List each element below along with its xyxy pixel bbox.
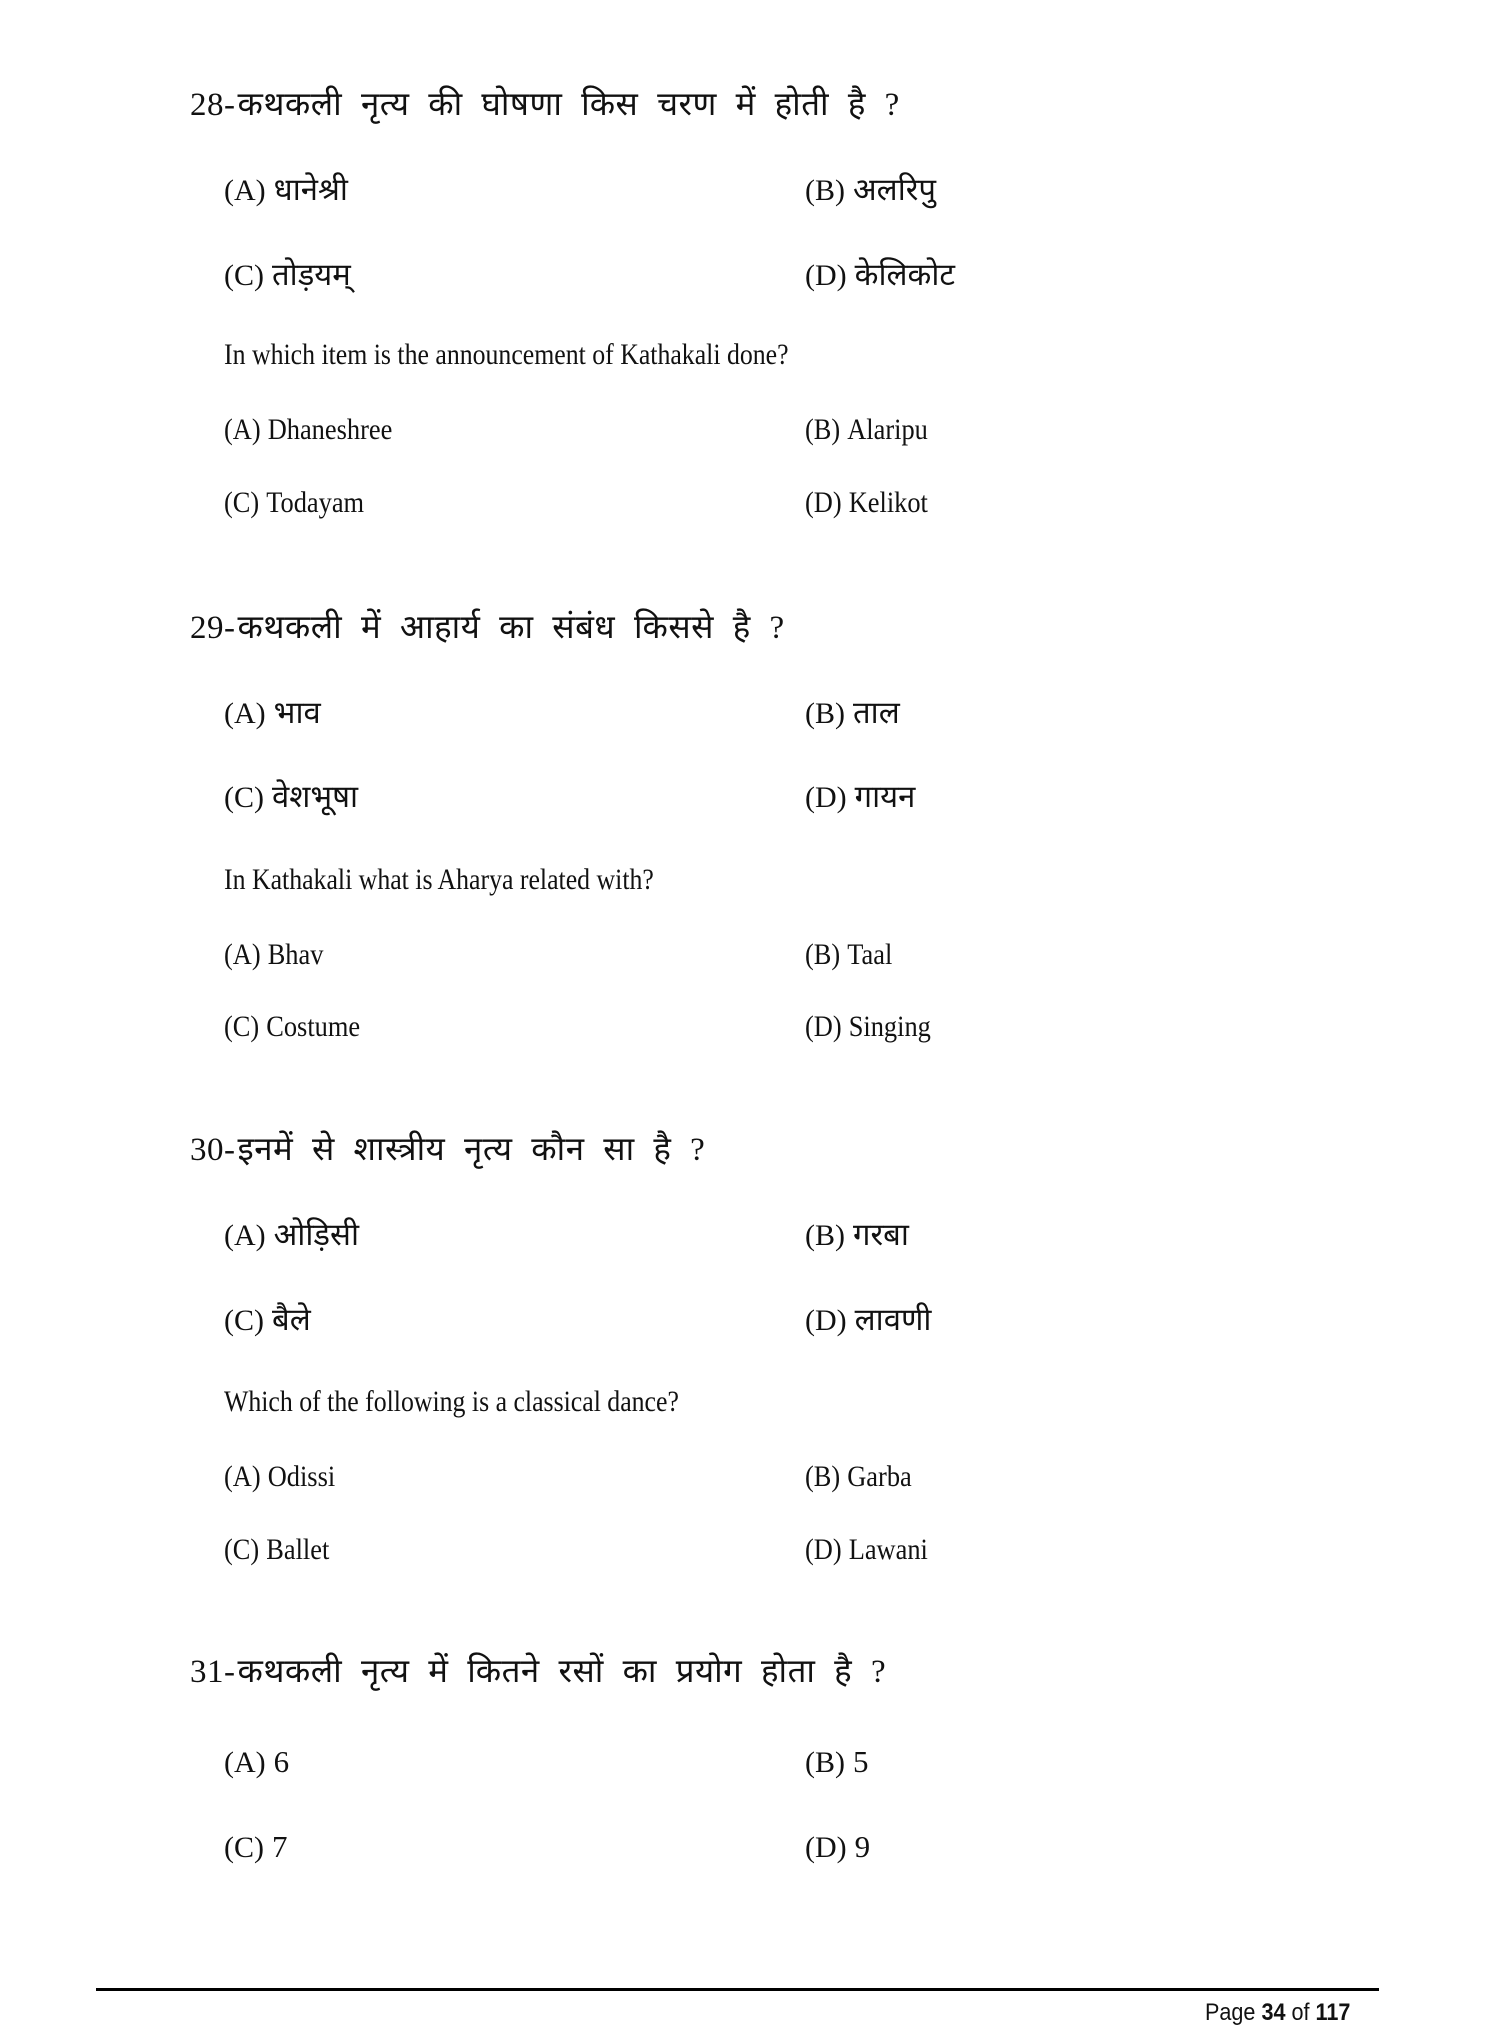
footer-divider (96, 1988, 1379, 1991)
question-28-english: In which item is the announcement of Kathakali done? (224, 338, 789, 371)
option-b (805, 936, 892, 974)
option-b (805, 1743, 869, 1782)
option-letter: (C) (224, 1010, 260, 1043)
option-letter: (C) (224, 1304, 264, 1337)
option-a (224, 171, 348, 210)
option-c (224, 256, 351, 295)
option-letter: (C) (224, 1533, 260, 1566)
option-letter: (B) (805, 174, 845, 207)
option-letter: (B) (805, 938, 841, 971)
option-letter: (C) (224, 486, 260, 519)
option-c (224, 1008, 360, 1046)
option-text: गायन (854, 779, 916, 814)
option-text: ताल (853, 695, 900, 730)
option-text: बैले (272, 1302, 311, 1337)
question-29-hindi (190, 608, 785, 648)
question-31-hindi (190, 1652, 886, 1692)
option-text: गरबा (853, 1217, 909, 1252)
option-d (805, 1828, 870, 1867)
option-c (224, 1828, 288, 1867)
option-c (224, 484, 364, 522)
option-a (224, 1743, 289, 1782)
option-text: Costume (266, 1010, 361, 1043)
question-text: इनमें से शास्त्रीय नृत्य कौन सा है ? (237, 1132, 706, 1168)
option-text: Todayam (266, 486, 365, 519)
page-number (1205, 1998, 1350, 2028)
option-letter: (C) (224, 259, 264, 292)
option-letter: (D) (805, 781, 847, 814)
option-c (224, 1531, 329, 1569)
option-letter: (A) (224, 1219, 266, 1252)
option-letter: (A) (224, 174, 266, 207)
option-text: लावणी (854, 1302, 932, 1337)
question-number: 30- (190, 1132, 236, 1168)
page-current: 34 (1261, 1999, 1286, 2026)
option-c (224, 1301, 311, 1340)
option-text: भाव (273, 695, 321, 730)
option-letter: (A) (224, 1746, 266, 1779)
page-total: 117 (1315, 1999, 1351, 2026)
question-29-english: In Kathakali what is Aharya related with? (224, 863, 654, 896)
option-d (805, 1531, 928, 1569)
option-text: Dhaneshree (267, 413, 393, 446)
option-text: वेशभूषा (272, 779, 359, 814)
option-text: धानेश्री (273, 172, 348, 207)
option-b (805, 171, 936, 210)
option-a (224, 411, 392, 449)
option-letter: (A) (224, 938, 261, 971)
option-text: अलरिपु (853, 172, 937, 207)
option-text: Garba (847, 1460, 912, 1493)
option-text: Kelikot (848, 486, 928, 519)
page-label: Page (1205, 1999, 1256, 2026)
option-letter: (B) (805, 1219, 845, 1252)
option-text: केलिकोट (854, 257, 955, 292)
option-letter: (B) (805, 1460, 841, 1493)
option-text: Taal (847, 938, 893, 971)
option-letter: (D) (805, 1304, 847, 1337)
option-letter: (A) (224, 413, 261, 446)
option-text: 5 (853, 1744, 869, 1779)
question-28-hindi (190, 85, 900, 125)
option-letter: (B) (805, 413, 841, 446)
option-text: तोड़यम् (272, 257, 351, 292)
option-letter: (A) (224, 697, 266, 730)
option-a (224, 1216, 359, 1255)
option-a (224, 1458, 335, 1496)
option-letter: (D) (805, 1533, 842, 1566)
option-a (224, 694, 321, 733)
option-text: 7 (272, 1829, 288, 1864)
option-text: Lawani (848, 1533, 928, 1566)
option-letter: (A) (224, 1460, 261, 1493)
question-30-english: Which of the following is a classical dance? (224, 1385, 679, 1418)
option-letter: (C) (224, 1831, 264, 1864)
option-letter: (C) (224, 781, 264, 814)
question-text: कथकली नृत्य की घोषणा किस चरण में होती है ? (237, 87, 900, 123)
option-letter: (D) (805, 259, 847, 292)
option-text: 9 (854, 1829, 871, 1864)
option-text: Ballet (266, 1533, 330, 1566)
option-b (805, 411, 928, 449)
question-text: कथकली में आहार्य का संबंध किससे है ? (237, 610, 785, 646)
question-number: 31- (190, 1654, 236, 1690)
option-text: ओड़िसी (273, 1217, 359, 1252)
option-b (805, 694, 900, 733)
option-c (224, 778, 358, 817)
option-text: Bhav (267, 938, 324, 971)
option-letter: (D) (805, 1831, 847, 1864)
option-text: Alaripu (847, 413, 928, 446)
of-label: of (1291, 1999, 1310, 2026)
option-d (805, 1301, 931, 1340)
option-letter: (B) (805, 1746, 845, 1779)
option-b (805, 1216, 909, 1255)
question-number: 28- (190, 87, 236, 123)
question-30-hindi (190, 1130, 705, 1170)
option-letter: (D) (805, 486, 842, 519)
question-number: 29- (190, 610, 236, 646)
option-text: 6 (273, 1744, 290, 1779)
question-text: कथकली नृत्य में कितने रसों का प्रयोग होता है ? (237, 1654, 887, 1690)
option-b (805, 1458, 912, 1496)
option-d (805, 778, 915, 817)
option-text: Odissi (267, 1460, 336, 1493)
option-letter: (B) (805, 697, 845, 730)
option-text: Singing (848, 1010, 931, 1043)
option-letter: (D) (805, 1010, 842, 1043)
option-a (224, 936, 323, 974)
option-d (805, 256, 955, 295)
option-d (805, 1008, 931, 1046)
option-d (805, 484, 928, 522)
